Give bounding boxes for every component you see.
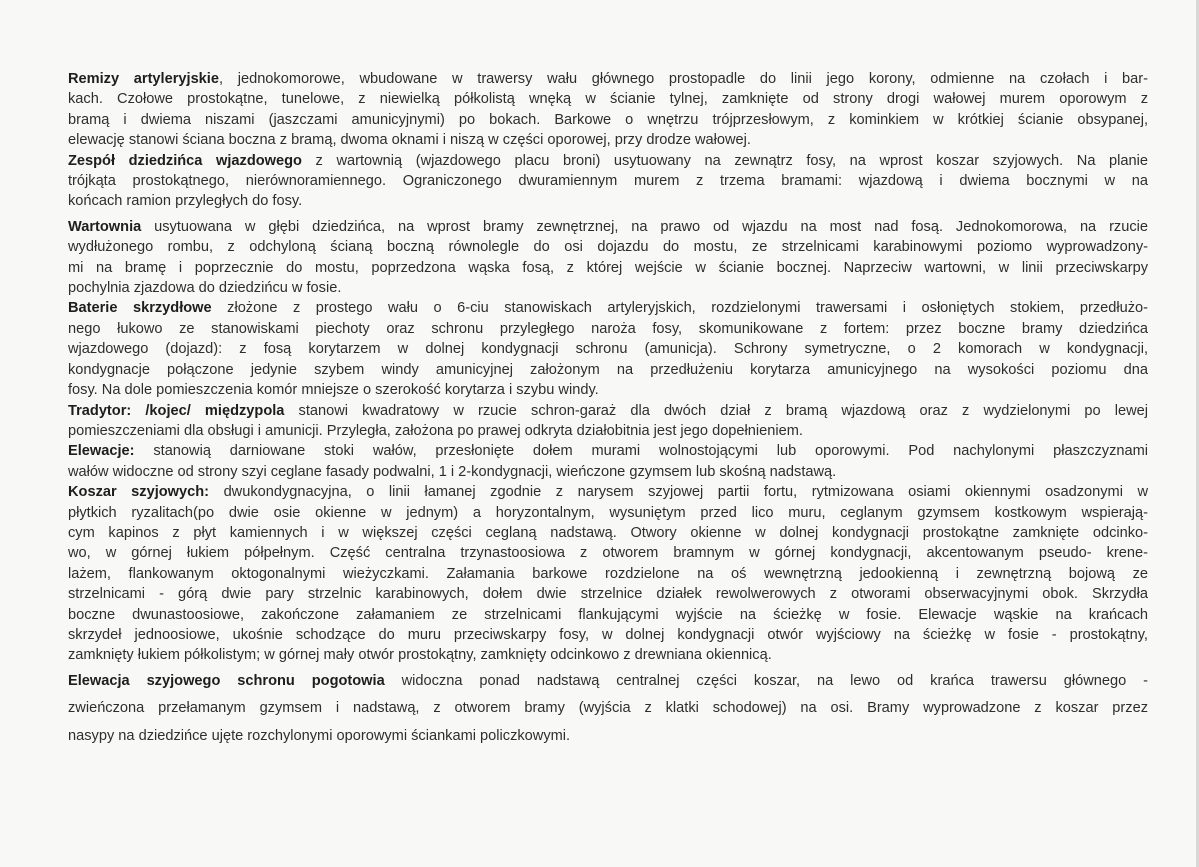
text-line	[68, 625, 1148, 645]
text-line	[68, 237, 1148, 257]
line-text: wydłużonego rombu, z odchyloną ścianą boczną równolegle do osi dojazdu do mostu, ze strzelnicami karabinowymi poziomo wyprowadzony-	[68, 239, 1148, 256]
line-text: wałów widoczne od strony szyi ceglane fasady podwalni, 1 i 2-kondygnacji, wieńczone gzymsem lub skośną nadstawą.	[68, 463, 837, 480]
text-line	[68, 523, 1148, 543]
paragraph	[68, 441, 1148, 482]
text-line	[68, 278, 1148, 298]
text-line	[68, 482, 1148, 502]
line-text: bramą i dwiema niszami (jaszczami amunicyjnymi) po bokach. Barkowe o wnętrzu trójprzesłowym, z kominkiem w krótkiej ścianie obsypanej,	[68, 111, 1148, 128]
text-line	[68, 503, 1148, 523]
text-line	[68, 319, 1148, 339]
line-text: nego łukowo ze stanowiskami piechoty oraz schronu przyległego naroża fosy, skomunikowane z fortem: przez boczne bramy dziedzińca	[68, 320, 1148, 337]
line-text: pomieszczeniami dla obsługi i amunicji. Przyległa, założona po prawej odkryta działobitnia jest jego dopełnieniem.	[68, 422, 803, 439]
text-line	[68, 695, 1148, 723]
line-text: strzelnicami - górą dwie pary strzelnic karabinowych, dołem dwie strzelnice działek rewolwerowych z otworami obserwacyjnymi obok. Skrzydła	[68, 586, 1148, 603]
text-line	[68, 564, 1148, 584]
paragraph-heading: Tradytor: /kojec/ międzypola	[68, 402, 285, 419]
line-text: elewację stanowi ściana boczna z bramą, dwoma oknami i niszą w części oporowej, przy drodze wałowej.	[68, 132, 751, 149]
paragraph-heading: Elewacje:	[68, 443, 135, 460]
line-text: kondygnacje połączone jedynie szybem windy amunicyjnej założonym na przedłużeniu korytarza amunicyjnego na wysokości poziomu dna	[68, 361, 1148, 378]
text-line	[68, 258, 1148, 278]
line-text: płytkich ryzalitach(po dwie osie okienne w jednym) a horyzontalnym, wysuniętym przed lico muru, ceglanym gzymsem kostkowym wspierają-	[68, 504, 1148, 521]
paragraph	[68, 668, 1148, 751]
text-line	[68, 401, 1148, 421]
line-text: boczne dwunastoosiowe, zakończone załamaniem ze strzelnicami flankującymi wyjście na ścieżkę w fosie. Elewacje wąskie na krańcach	[68, 606, 1148, 623]
line-text: złożone z prostego wału o 6-ciu stanowiskach artyleryjskich, rozdzielonymi trawersami i osłoniętych stokiem, przedłużo-	[211, 300, 1148, 317]
line-text: stanowi kwadratowy w rzucie schron-garaż dla dwóch dział z bramą wjazdową oraz z wydzielonymi po lewej	[284, 402, 1148, 419]
paragraph	[68, 401, 1148, 442]
text-line	[68, 89, 1148, 109]
text-line	[68, 69, 1148, 89]
document-body	[68, 69, 1148, 750]
paragraph-heading: Wartownia	[68, 218, 142, 235]
line-text: wjazdowego (dojazd): z fosą korytarzem w dolnej kondygnacji schronu (amunicja). Schrony symetryczne, o 2 komorach w kondygnacji,	[68, 341, 1148, 358]
paragraph-heading: Koszar szyjowych:	[68, 484, 210, 501]
line-text: , jednokomorowe, wbudowane w trawersy wału głównego prostopadle do linii jego korony, odmienne na czołach i bar-	[218, 71, 1148, 87]
line-text: zwieńczona przełamanym gzymsem i nadstawą, z otworem bramy (wyjścia z klatki schodowej) na osi. Bramy wyprowadzone z koszar przez	[68, 700, 1148, 717]
text-line	[68, 298, 1148, 318]
line-text: wo, w górnej łukiem półpełnym. Część centralna trzynastoosiowa z otworem bramnym w górnej kondygnacji, akcentowanym pseudo- krene-	[68, 545, 1148, 562]
text-line	[68, 110, 1148, 130]
text-line	[68, 441, 1148, 461]
paragraph-heading: Elewacja szyjowego schronu pogotowia	[68, 672, 385, 689]
line-text: końcach ramion przyległych do fosy.	[68, 193, 303, 210]
line-text: nasypy na dziedzińce ujęte rozchylonymi oporowymi ściankami policzkowymi.	[68, 727, 571, 744]
text-line	[68, 421, 1148, 441]
paragraph-heading: Zespół dziedzińca wjazdowego	[68, 152, 302, 169]
line-text: trójkąta prostokątnego, nierównoramiennego. Ograniczonego dwuramiennym murem z trzema bramami: wjazdową i dwiema bocznymi w na	[68, 173, 1148, 190]
line-text: cym kapinos z płyt kamiennych i w większej części ceglaną nadstawą. Otwory okienne w dolnej kondygnacji prostokątne zamknięte odcinko-	[68, 524, 1148, 541]
text-line	[68, 723, 1148, 751]
text-line	[68, 217, 1148, 237]
paragraph	[68, 482, 1148, 666]
line-text: stanowią darniowane stoki wałów, przesłonięte dołem murami wolnostojącymi lub oporowymi. Pod nachylonymi płaszczyznami	[134, 443, 1148, 460]
text-line	[68, 584, 1148, 604]
text-line	[68, 151, 1148, 171]
paragraph-heading: Remizy artyleryjskie	[68, 71, 219, 87]
text-line	[68, 130, 1148, 150]
line-text: mi na bramę i poprzecznie do mostu, poprzedzona wąska fosą, z której wejście w ścianie bocznej. Naprzeciw wartowni, w linii przeciwskarpy	[68, 259, 1148, 276]
text-line	[68, 171, 1148, 191]
line-text: fosy. Na dole pomieszczenia komór mniejsze o szerokość korytarza i szybu windy.	[68, 382, 599, 399]
text-line	[68, 645, 1148, 665]
text-line	[68, 668, 1148, 696]
line-text: zamknięty łukiem półkolistym; w górnej mały otwór prostokątny, zamknięty odcinkowo z drewniana okiennicą.	[68, 647, 772, 664]
line-text: widoczna ponad nadstawą centralnej części koszar, na lewo od krańca trawersu głównego -	[384, 672, 1148, 689]
text-line	[68, 191, 1148, 211]
text-line	[68, 543, 1148, 563]
paragraph-heading: Baterie skrzydłowe	[68, 300, 212, 317]
text-line	[68, 462, 1148, 482]
text-line	[68, 380, 1148, 400]
paragraph	[68, 217, 1148, 299]
line-text: usytuowana w głębi dziedzińca, na wprost bramy zewnętrznej, na prawo od wjazdu na most nad fosą. Jednokomorowa, na rzucie	[141, 218, 1148, 235]
text-line	[68, 360, 1148, 380]
line-text: z wartownią (wjazdowego placu broni) usytuowany na zewnątrz fosy, na wprost koszar szyjowych. Na planie	[301, 152, 1148, 169]
line-text: pochylnia zjazdowa do dziedzińcu w fosie.	[68, 280, 342, 297]
text-line	[68, 605, 1148, 625]
paragraph	[68, 151, 1148, 212]
line-text: kach. Czołowe prostokątne, tunelowe, z niewielką półkolistą wnęką w ścianie tylnej, zamknięte od strony drogi wałowej murem oporowym z	[68, 91, 1148, 108]
line-text: skrzydeł jednoosiowe, ukośnie schodzące do muru przeciwskarpy fosy, w dolnej kondygnacji otwór wyjściowy na ścieżkę w fosie - prostokątny,	[68, 626, 1148, 643]
text-line	[68, 339, 1148, 359]
line-text: lażem, flankowanym oktogonalnymi wieżyczkami. Załamania barkowe rozdzielone na oś wewnętrzną jedookienną i zewnętrzną bojową ze	[68, 565, 1148, 582]
paragraph	[68, 298, 1148, 400]
paragraph	[68, 69, 1148, 151]
line-text: dwukondygnacyjna, o linii łamanej zgodnie z narysem szyjowej partii fortu, rytmizowana osiami okiennymi osadzonymi w	[209, 484, 1148, 501]
